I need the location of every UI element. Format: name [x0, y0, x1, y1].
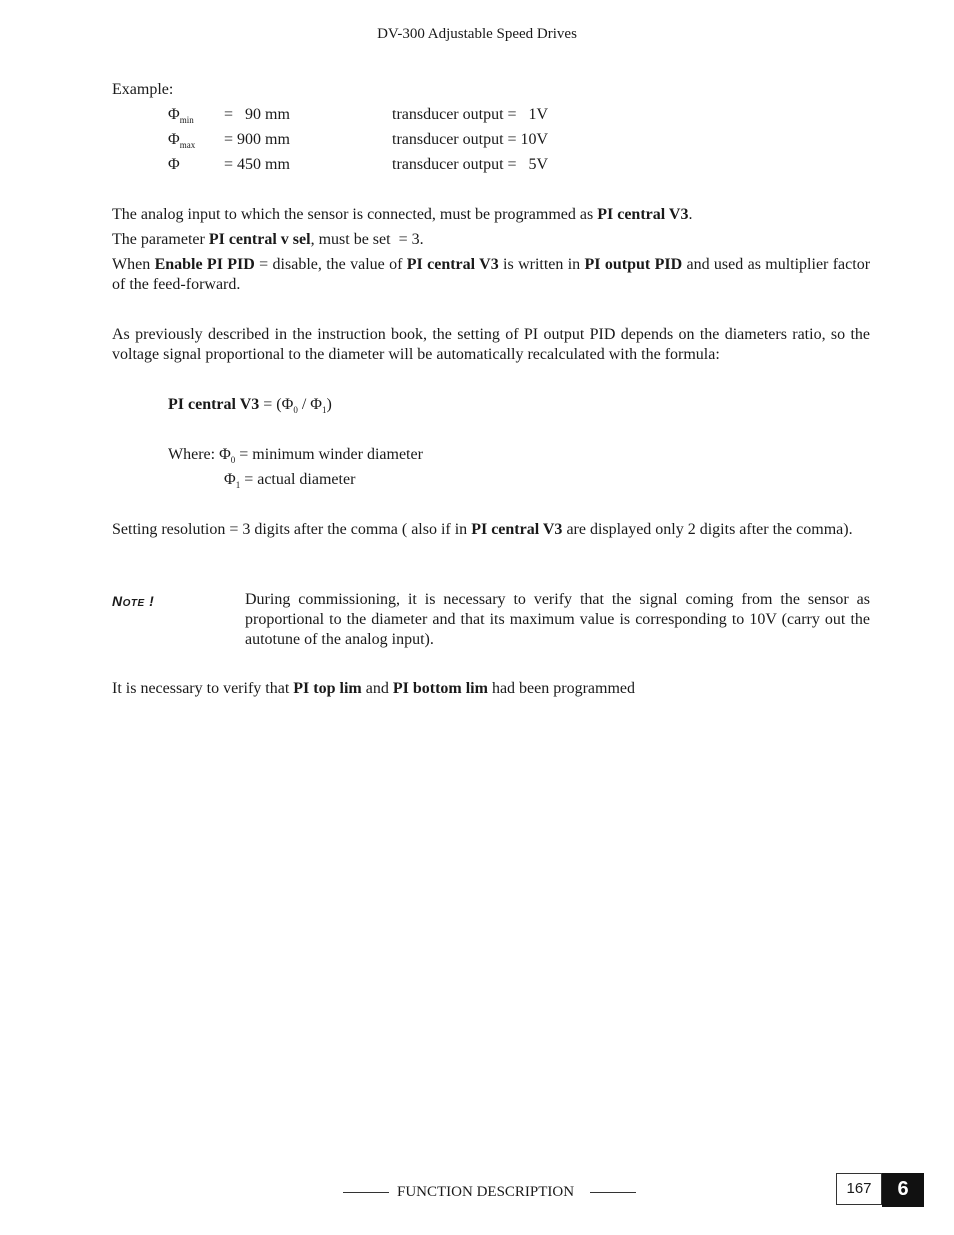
note-text: During commissioning, it is necessary to verify that the signal coming from the sensor as proportional to the diameter and that its maximum value is corresponding to 10V (carry out the autotune of the analog input). — [245, 591, 870, 648]
paragraph-verify-limits: It is necessary to verify that PI top lim and PI bottom lim had been programmed — [112, 680, 636, 697]
page-header: DV-300 Adjustable Speed Drives — [377, 26, 577, 42]
phi-min-symbol: $\Phi_{min}$ — [168, 106, 194, 125]
where-line-1: Where: $\Phi_0$ = minimum winder diameter — [168, 446, 423, 465]
phi-value: = 450 mm — [224, 156, 290, 173]
footer-section-title: FUNCTION DESCRIPTION — [397, 1184, 575, 1200]
phi-max-output: transducer output = 10V — [392, 131, 549, 148]
where-line-2: $\Phi_1$ = actual diameter — [224, 471, 356, 490]
phi-output: transducer output = 5V — [392, 156, 549, 173]
paragraph-parameter: The parameter PI central v sel, must be set = 3. — [112, 231, 424, 248]
paragraph-resolution: Setting resolution = 3 digits after the comma ( also if in PI central V3 are displayed only 2 digits after the comma). — [112, 521, 853, 538]
phi-symbol: Φ — [168, 156, 180, 173]
phi-max-symbol: $\Phi_{max}$ — [168, 131, 196, 150]
page-number: 167 — [836, 1173, 882, 1205]
formula: PI central $V3 = (\Phi_0 / \Phi_1)$ — [168, 396, 332, 415]
phi-min-output: transducer output = 1V — [392, 106, 549, 123]
phi-max-value: = 900 mm — [224, 131, 290, 148]
example-heading: Example: — [112, 81, 174, 98]
paragraph-formula-intro: As previously described in the instruction book, the setting of PI output PID depends on the diameters ratio, so the voltage signal proportional to the diameter will be automatically recalculated with the formula: — [112, 326, 870, 363]
note-label: NOTE ! — [112, 593, 155, 609]
chapter-tab: 6 — [882, 1173, 924, 1207]
footer-rule-right — [590, 1192, 636, 1193]
footer-rule-left — [343, 1192, 389, 1193]
phi-min-value: = 90 mm — [224, 106, 290, 123]
paragraph-enable-pid: When Enable PI PID = disable, the value of PI central V3 is written in PI output PID and used as multiplier factor of the feed-forward. — [112, 256, 871, 293]
paragraph-analog-input: The analog input to which the sensor is connected, must be programmed as PI central V3. — [112, 206, 693, 223]
